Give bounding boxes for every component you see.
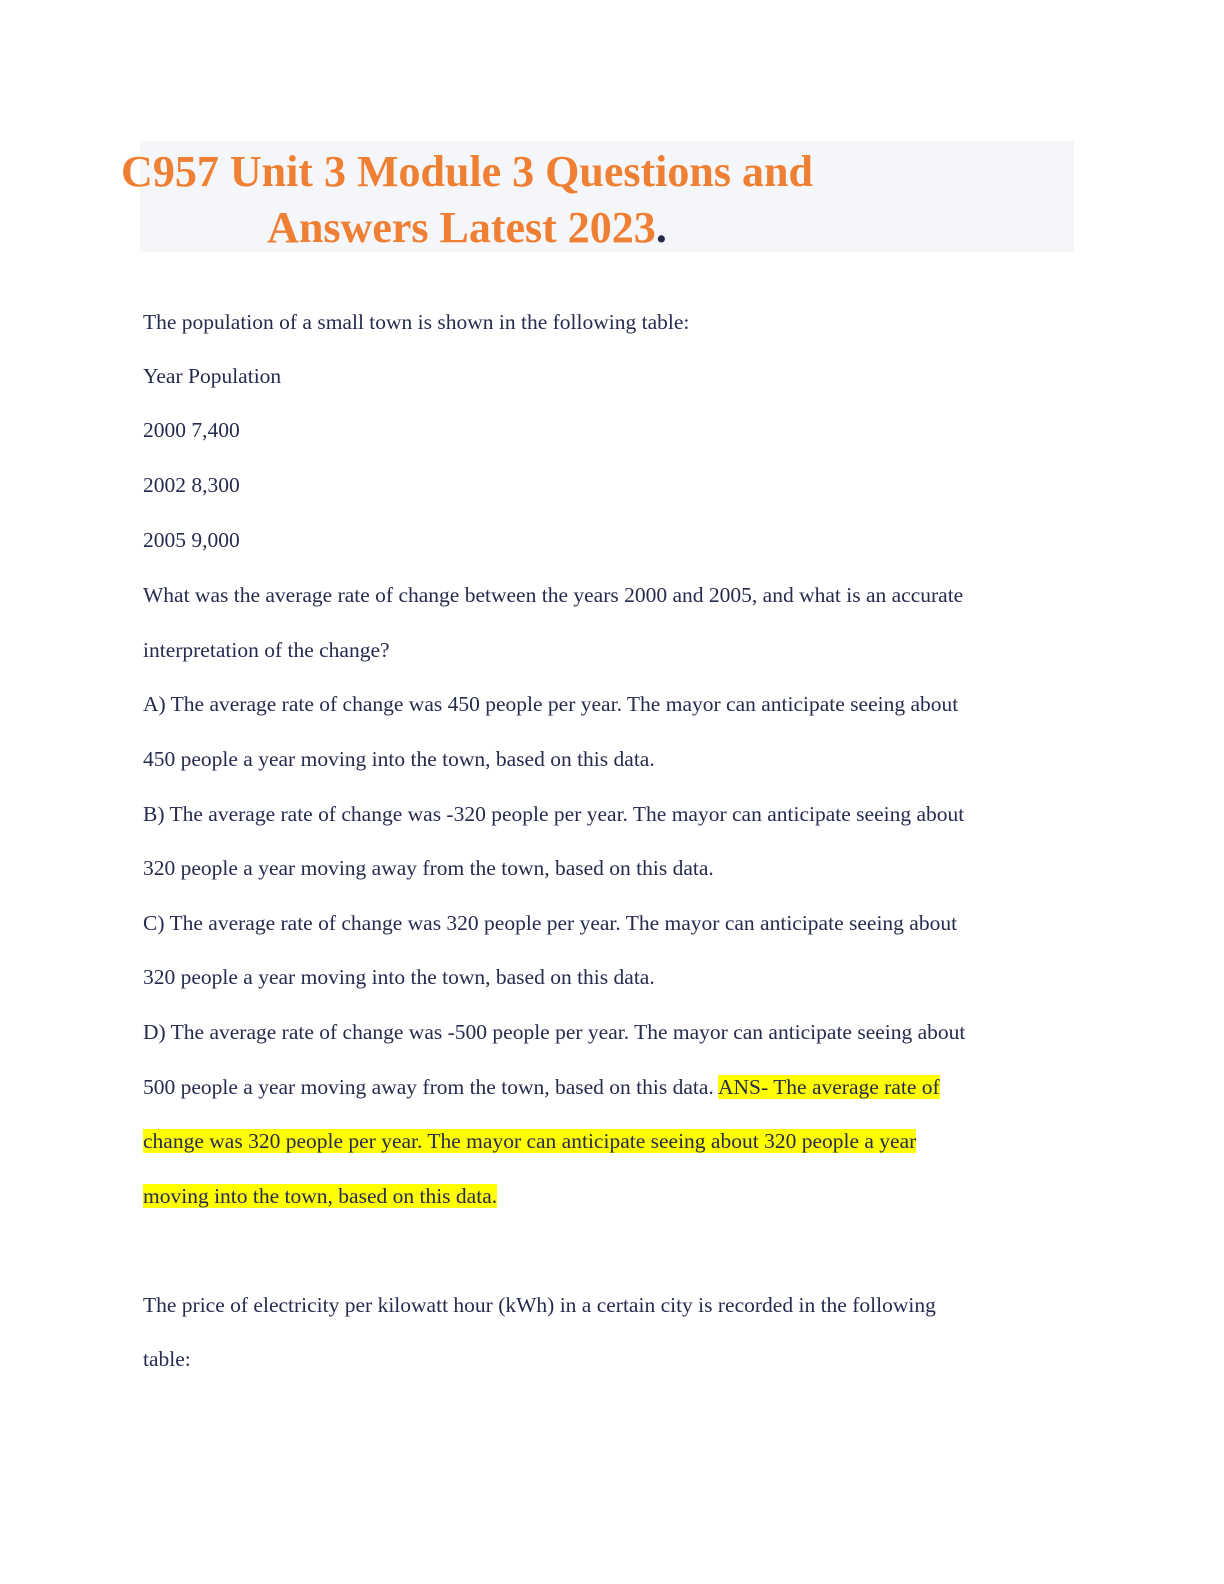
- question-1-prompt-line-1: What was the average rate of change between the years 2000 and 2005, and what is an accurate: [143, 583, 964, 607]
- document-title-text: Answers Latest 2023: [267, 203, 656, 252]
- option-d-line-2-with-answer: [143, 1072, 940, 1102]
- option-c-line-2: 320 people a year moving into the town, based on this data.: [143, 965, 655, 989]
- table-row: 2000 7,400: [143, 418, 240, 442]
- option-a-line-2: 450 people a year moving into the town, based on this data.: [143, 747, 655, 771]
- option-d-line-1: D) The average rate of change was -500 people per year. The mayor can anticipate seeing about: [143, 1020, 966, 1044]
- option-a-line-1: A) The average rate of change was 450 people per year. The mayor can anticipate seeing about: [143, 692, 959, 716]
- answer-highlight-line-3: [143, 1181, 497, 1211]
- option-b-line-2: 320 people a year moving away from the town, based on this data.: [143, 856, 714, 880]
- answer-text: moving into the town, based on this data.: [143, 1184, 498, 1208]
- title-period: .: [655, 203, 667, 252]
- option-d-line-2: 500 people a year moving away from the town, based on this data.: [143, 1075, 714, 1099]
- table-row: 2005 9,000: [143, 528, 240, 552]
- option-c-line-1: C) The average rate of change was 320 people per year. The mayor can anticipate seeing about: [143, 911, 958, 935]
- document-title-line-1: C957 Unit 3 Module 3 Questions and: [121, 147, 813, 196]
- answer-text: change was 320 people per year. The mayor can anticipate seeing about 320 people a year: [143, 1129, 917, 1153]
- option-b-line-1: B) The average rate of change was -320 people per year. The mayor can anticipate seeing about: [143, 802, 965, 826]
- question-2-intro-line-1: The price of electricity per kilowatt hour (kWh) in a certain city is recorded in the following: [143, 1293, 936, 1317]
- question-1-intro: The population of a small town is shown in the following table:: [143, 310, 690, 334]
- document-title-line-2: [0, 200, 934, 256]
- answer-highlight-line-2: [143, 1126, 916, 1156]
- question-1-prompt-line-2: interpretation of the change?: [143, 638, 390, 662]
- table-header: Year Population: [143, 364, 282, 388]
- answer-highlight-start: ANS- The average rate of: [718, 1075, 940, 1099]
- question-2-intro-line-2: table:: [143, 1347, 191, 1371]
- table-row: 2002 8,300: [143, 473, 240, 497]
